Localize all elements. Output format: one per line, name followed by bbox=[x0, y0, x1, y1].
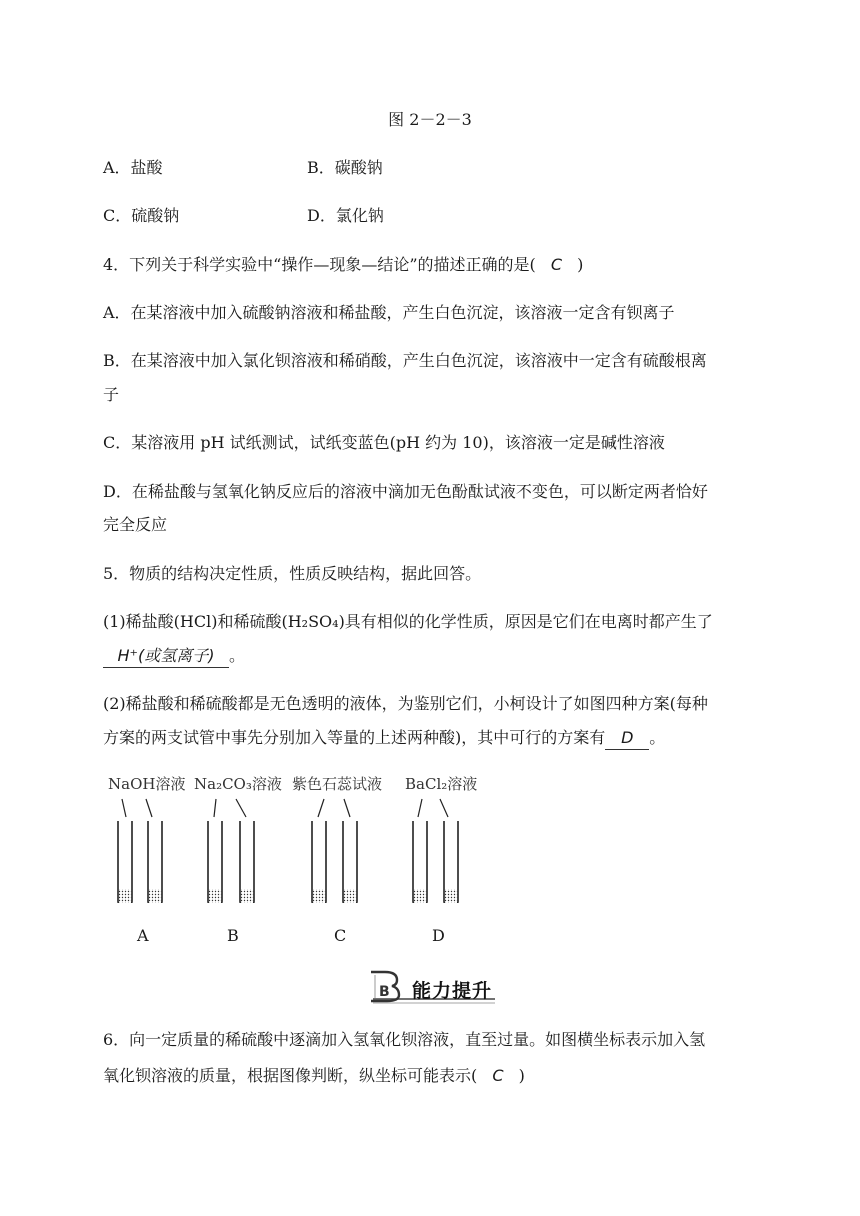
test-tubes-figure bbox=[100, 793, 480, 903]
q5-part1-answer-line bbox=[103, 645, 245, 668]
tube-group-b bbox=[208, 799, 254, 903]
q6-line2-close: ) bbox=[518, 1066, 525, 1085]
reagent-label-b: Na₂CO₃溶液 bbox=[194, 775, 282, 793]
q4-option-b-line1: B．在某溶液中加入氯化钡溶液和稀硝酸，产生白色沉淀，该溶液中一定含有硫酸根离 bbox=[103, 351, 707, 370]
q4-stem-text: 4．下列关于科学实验中“操作—现象—结论”的描述正确的是( bbox=[103, 255, 536, 274]
q5-part2-line2 bbox=[103, 727, 665, 750]
q5-part2-answer bbox=[605, 727, 649, 750]
q3-option-d: D．氯化钠 bbox=[307, 206, 384, 225]
q4-stem bbox=[103, 254, 583, 276]
reagent-label-a: NaOH溶液 bbox=[108, 775, 186, 793]
q5-part1-line1: (1)稀盐酸(HCl)和稀硫酸(H₂SO₄)具有相似的化学性质，原因是它们在电离时都产生了 bbox=[103, 612, 713, 631]
banner-letter: B bbox=[379, 984, 390, 1000]
q5-part1-answer bbox=[103, 645, 229, 668]
tube-letter-c: C bbox=[334, 926, 347, 945]
q6-answer: C bbox=[492, 1066, 504, 1085]
q6-line1: 6．向一定质量的稀硫酸中逐滴加入氢氧化钡溶液，直至过量。如图横坐标表示加入氢 bbox=[103, 1030, 706, 1049]
q5-stem: 5．物质的结构决定性质，性质反映结构，据此回答。 bbox=[103, 564, 482, 583]
figure-caption: 图 2－2－3 bbox=[388, 110, 472, 129]
q5-part2-line2-text: 方案的两支试管中事先分别加入等量的上述两种酸)，其中可行的方案有 bbox=[103, 728, 606, 747]
q4-stem-close: ) bbox=[577, 255, 584, 274]
q4-option-d-line1: D．在稀盐酸与氢氧化钠反应后的溶液中滴加无色酚酞试液不变色，可以断定两者恰好 bbox=[103, 482, 708, 501]
q3-option-c: C．硫酸钠 bbox=[103, 206, 180, 225]
q5-part2-end: 。 bbox=[649, 728, 666, 747]
q5-part1-end: 。 bbox=[229, 646, 246, 665]
q4-option-d-line2: 完全反应 bbox=[103, 515, 168, 534]
tube-letter-b: B bbox=[227, 926, 239, 945]
section-banner-title: 能力提升 bbox=[412, 980, 493, 1002]
q6-line2-text: 氧化钡溶液的质量，根据图像判断，纵坐标可能表示( bbox=[103, 1066, 478, 1085]
q5-part1-answer-text: H⁺(或氢离子) bbox=[117, 646, 215, 665]
q5-part2-line1: (2)稀盐酸和稀硫酸都是无色透明的液体，为鉴别它们，小柯设计了如图四种方案(每种 bbox=[103, 694, 708, 713]
tube-group-c bbox=[312, 799, 357, 903]
q4-option-c: C．某溶液用 pH 试纸测试，试纸变蓝色(pH 约为 10)，该溶液一定是碱性溶液 bbox=[103, 433, 665, 452]
tube-letter-d: D bbox=[432, 926, 445, 945]
q3-option-b: B．碳酸钠 bbox=[307, 158, 383, 177]
q6-line2 bbox=[103, 1065, 525, 1087]
reagent-label-d: BaCl₂溶液 bbox=[405, 775, 478, 793]
tube-letter-a: A bbox=[137, 926, 149, 945]
tube-group-a bbox=[118, 799, 162, 903]
q3-option-a: A．盐酸 bbox=[103, 158, 163, 177]
tube-group-d bbox=[413, 799, 458, 903]
q4-option-b-line2: 子 bbox=[103, 385, 120, 404]
q4-option-a: A．在某溶液中加入硫酸钠溶液和稀盐酸，产生白色沉淀，该溶液一定含有钡离子 bbox=[103, 303, 675, 322]
q4-answer: C bbox=[550, 255, 563, 274]
q5-part2-answer-text: D bbox=[621, 728, 634, 747]
reagent-label-c: 紫色石蕊试液 bbox=[292, 775, 383, 793]
